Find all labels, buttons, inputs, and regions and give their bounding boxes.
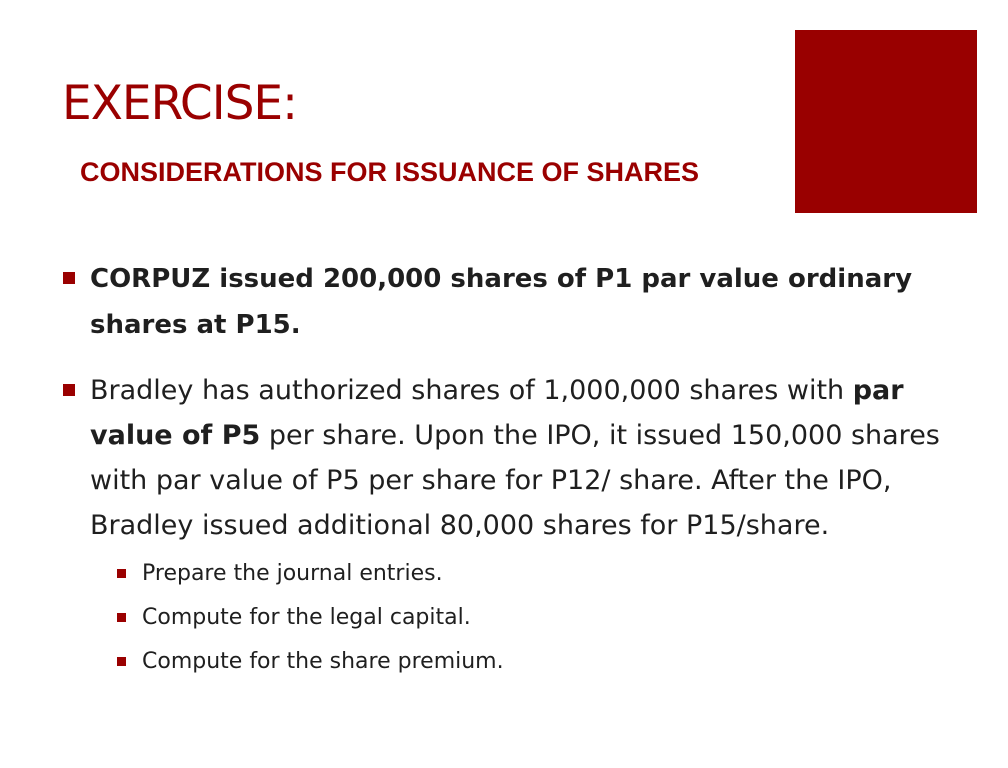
sub-bullet-square-icon <box>117 657 126 666</box>
bullet-text-before: Bradley has authorized shares of 1,000,000 shares with <box>90 375 853 406</box>
bullet-text-bold: par value of P5 <box>90 375 904 451</box>
bullet-text: CORPUZ issued 200,000 shares of P1 par value ordinary shares at P15. <box>90 264 913 340</box>
accent-block <box>795 30 977 213</box>
bullet-text-after: per share. Upon the IPO, it issued 150,000 shares with par value of P5 per share for P12/ share. After the IPO, Bradley issued additional 80,000 shares for P15/share. <box>90 420 940 541</box>
sub-bullet-square-icon <box>117 613 126 622</box>
bullet-square-icon <box>63 384 75 396</box>
sub-bullet-legal-capital <box>90 596 982 640</box>
slide-content <box>62 256 982 704</box>
sub-bullet-text: Prepare the journal entries. <box>142 561 443 586</box>
bullet-bradley <box>62 368 982 684</box>
sub-bullet-journal-entries <box>90 552 982 596</box>
slide-title: EXERCISE: <box>62 76 297 131</box>
bullet-square-icon <box>63 272 75 284</box>
sub-bullet-text: Compute for the share premium. <box>142 649 504 674</box>
sub-bullet-list <box>90 552 982 684</box>
slide-subtitle: CONSIDERATIONS FOR ISSUANCE OF SHARES <box>80 157 700 187</box>
bullet-corpuz <box>62 256 982 348</box>
sub-bullet-square-icon <box>117 569 126 578</box>
sub-bullet-share-premium <box>90 640 982 684</box>
sub-bullet-text: Compute for the legal capital. <box>142 605 471 630</box>
